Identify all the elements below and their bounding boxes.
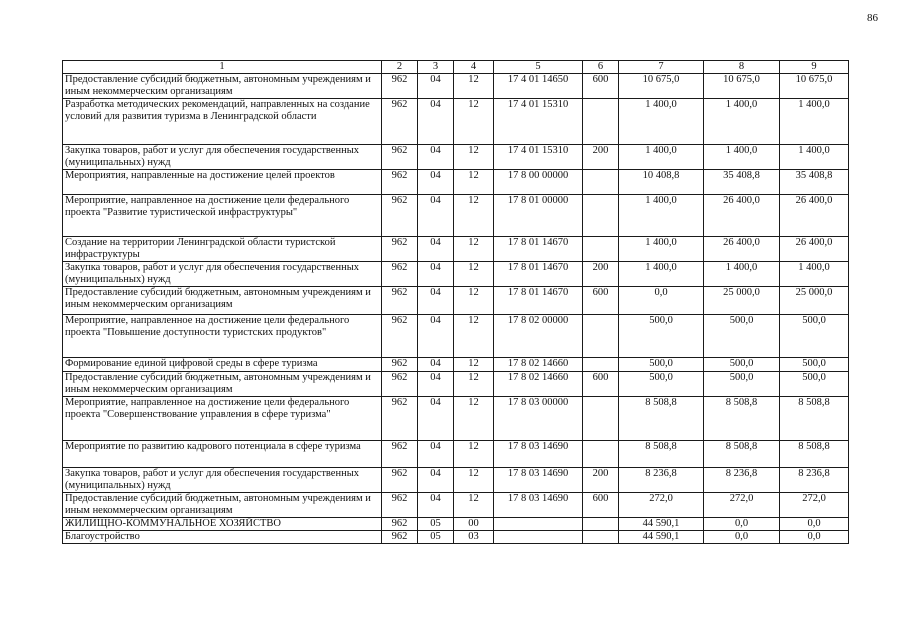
cell-amount-year3: 500,0 [780, 372, 849, 397]
cell-expense-type [583, 441, 619, 468]
table-row [63, 262, 849, 287]
cell-expense-type: 200 [583, 468, 619, 493]
cell-amount-year1: 10 408,8 [619, 170, 704, 195]
cell-expense-type [583, 518, 619, 531]
cell-amount-year2: 500,0 [704, 315, 780, 358]
cell-subsection: 12 [454, 397, 494, 441]
cell-amount-year2: 8 508,8 [704, 397, 780, 441]
cell-description: ЖИЛИЩНО-КОММУНАЛЬНОЕ ХОЗЯЙСТВО [63, 518, 382, 531]
cell-amount-year2: 26 400,0 [704, 195, 780, 237]
cell-ministry: 962 [382, 468, 418, 493]
cell-subsection: 12 [454, 195, 494, 237]
table-header-row [63, 61, 849, 74]
cell-subsection: 12 [454, 493, 494, 518]
cell-ministry: 962 [382, 74, 418, 99]
cell-subsection: 12 [454, 315, 494, 358]
table-row [63, 531, 849, 544]
cell-amount-year2: 10 675,0 [704, 74, 780, 99]
cell-target-article: 17 8 01 14670 [494, 287, 583, 315]
cell-subsection: 12 [454, 358, 494, 372]
cell-amount-year2: 0,0 [704, 531, 780, 544]
cell-ministry: 962 [382, 195, 418, 237]
table-row [63, 397, 849, 441]
cell-ministry: 962 [382, 372, 418, 397]
cell-amount-year2: 1 400,0 [704, 99, 780, 145]
cell-description: Мероприятие, направленное на достижение цели федерального проекта "Повышение доступности туристских продуктов" [63, 315, 382, 358]
cell-amount-year1: 500,0 [619, 358, 704, 372]
cell-section: 04 [418, 372, 454, 397]
cell-target-article: 17 8 01 14670 [494, 237, 583, 262]
cell-description: Предоставление субсидий бюджетным, автономным учреждениям и иным некоммерческим организациям [63, 372, 382, 397]
cell-target-article: 17 8 01 14670 [494, 262, 583, 287]
cell-amount-year3: 272,0 [780, 493, 849, 518]
cell-amount-year1: 8 508,8 [619, 441, 704, 468]
cell-target-article: 17 8 03 14690 [494, 493, 583, 518]
column-header: 1 [63, 61, 382, 74]
cell-amount-year3: 500,0 [780, 315, 849, 358]
cell-section: 04 [418, 441, 454, 468]
cell-subsection: 12 [454, 170, 494, 195]
cell-amount-year1: 1 400,0 [619, 195, 704, 237]
cell-ministry: 962 [382, 358, 418, 372]
cell-amount-year3: 500,0 [780, 358, 849, 372]
cell-amount-year2: 500,0 [704, 372, 780, 397]
table-row [63, 195, 849, 237]
cell-amount-year3: 8 236,8 [780, 468, 849, 493]
column-header: 7 [619, 61, 704, 74]
cell-ministry: 962 [382, 441, 418, 468]
cell-subsection: 03 [454, 531, 494, 544]
cell-description: Предоставление субсидий бюджетным, автономным учреждениям и иным некоммерческим организациям [63, 493, 382, 518]
cell-section: 04 [418, 468, 454, 493]
cell-description: Закупка товаров, работ и услуг для обеспечения государственных (муниципальных) нужд [63, 145, 382, 170]
cell-section: 05 [418, 531, 454, 544]
cell-ministry: 962 [382, 145, 418, 170]
cell-target-article: 17 8 03 14690 [494, 441, 583, 468]
column-header: 6 [583, 61, 619, 74]
cell-ministry: 962 [382, 315, 418, 358]
cell-section: 04 [418, 493, 454, 518]
table-row [63, 287, 849, 315]
cell-amount-year1: 0,0 [619, 287, 704, 315]
cell-description: Закупка товаров, работ и услуг для обеспечения государственных (муниципальных) нужд [63, 262, 382, 287]
cell-ministry: 962 [382, 170, 418, 195]
cell-target-article: 17 8 01 00000 [494, 195, 583, 237]
column-header: 8 [704, 61, 780, 74]
table-row [63, 358, 849, 372]
cell-subsection: 12 [454, 145, 494, 170]
cell-subsection: 12 [454, 372, 494, 397]
table-row [63, 441, 849, 468]
table-row [63, 518, 849, 531]
cell-expense-type [583, 531, 619, 544]
cell-amount-year3: 1 400,0 [780, 262, 849, 287]
table-row [63, 315, 849, 358]
cell-amount-year2: 26 400,0 [704, 237, 780, 262]
table-row [63, 468, 849, 493]
cell-amount-year3: 35 408,8 [780, 170, 849, 195]
cell-amount-year1: 500,0 [619, 372, 704, 397]
cell-expense-type: 600 [583, 287, 619, 315]
cell-description: Благоустройство [63, 531, 382, 544]
cell-section: 04 [418, 315, 454, 358]
cell-expense-type [583, 315, 619, 358]
cell-amount-year1: 8 508,8 [619, 397, 704, 441]
cell-target-article: 17 4 01 14650 [494, 74, 583, 99]
cell-ministry: 962 [382, 493, 418, 518]
cell-amount-year2: 1 400,0 [704, 262, 780, 287]
page-number: 86 [867, 12, 878, 24]
cell-ministry: 962 [382, 262, 418, 287]
cell-subsection: 12 [454, 441, 494, 468]
cell-subsection: 12 [454, 74, 494, 99]
cell-amount-year2: 8 508,8 [704, 441, 780, 468]
cell-section: 05 [418, 518, 454, 531]
cell-target-article: 17 8 03 14690 [494, 468, 583, 493]
cell-amount-year2: 1 400,0 [704, 145, 780, 170]
table-row [63, 145, 849, 170]
cell-expense-type: 600 [583, 372, 619, 397]
cell-expense-type: 200 [583, 262, 619, 287]
cell-amount-year1: 272,0 [619, 493, 704, 518]
cell-amount-year2: 272,0 [704, 493, 780, 518]
cell-section: 04 [418, 99, 454, 145]
column-header: 2 [382, 61, 418, 74]
cell-expense-type [583, 195, 619, 237]
cell-ministry: 962 [382, 518, 418, 531]
cell-amount-year1: 500,0 [619, 315, 704, 358]
column-header: 3 [418, 61, 454, 74]
table-row [63, 372, 849, 397]
cell-expense-type [583, 397, 619, 441]
cell-ministry: 962 [382, 237, 418, 262]
cell-description: Предоставление субсидий бюджетным, автономным учреждениям и иным некоммерческим организациям [63, 287, 382, 315]
column-header: 4 [454, 61, 494, 74]
cell-subsection: 12 [454, 237, 494, 262]
cell-subsection: 12 [454, 287, 494, 315]
cell-expense-type: 600 [583, 74, 619, 99]
cell-amount-year3: 0,0 [780, 531, 849, 544]
cell-amount-year3: 10 675,0 [780, 74, 849, 99]
cell-expense-type [583, 99, 619, 145]
cell-subsection: 12 [454, 468, 494, 493]
cell-section: 04 [418, 74, 454, 99]
cell-amount-year3: 25 000,0 [780, 287, 849, 315]
cell-section: 04 [418, 358, 454, 372]
cell-target-article: 17 4 01 15310 [494, 99, 583, 145]
cell-amount-year3: 1 400,0 [780, 145, 849, 170]
table-row [63, 493, 849, 518]
cell-target-article: 17 8 02 00000 [494, 315, 583, 358]
cell-section: 04 [418, 397, 454, 441]
cell-description: Мероприятие, направленное на достижение цели федерального проекта "Совершенствование управления в сфере туризма" [63, 397, 382, 441]
cell-amount-year1: 44 590,1 [619, 518, 704, 531]
cell-expense-type [583, 358, 619, 372]
cell-ministry: 962 [382, 531, 418, 544]
cell-amount-year1: 1 400,0 [619, 262, 704, 287]
cell-amount-year1: 1 400,0 [619, 145, 704, 170]
cell-amount-year1: 10 675,0 [619, 74, 704, 99]
cell-amount-year1: 1 400,0 [619, 237, 704, 262]
cell-target-article: 17 8 02 14660 [494, 372, 583, 397]
cell-target-article: 17 8 03 00000 [494, 397, 583, 441]
cell-ministry: 962 [382, 287, 418, 315]
cell-amount-year3: 8 508,8 [780, 441, 849, 468]
cell-description: Мероприятия, направленные на достижение целей проектов [63, 170, 382, 195]
cell-description: Формирование единой цифровой среды в сфере туризма [63, 358, 382, 372]
cell-expense-type [583, 170, 619, 195]
table-row [63, 74, 849, 99]
cell-amount-year2: 35 408,8 [704, 170, 780, 195]
cell-subsection: 12 [454, 262, 494, 287]
cell-expense-type: 200 [583, 145, 619, 170]
cell-amount-year3: 26 400,0 [780, 195, 849, 237]
cell-target-article: 17 8 02 14660 [494, 358, 583, 372]
cell-amount-year1: 8 236,8 [619, 468, 704, 493]
cell-amount-year2: 8 236,8 [704, 468, 780, 493]
cell-section: 04 [418, 287, 454, 315]
cell-section: 04 [418, 237, 454, 262]
cell-subsection: 12 [454, 99, 494, 145]
cell-section: 04 [418, 195, 454, 237]
cell-section: 04 [418, 170, 454, 195]
cell-target-article: 17 8 00 00000 [494, 170, 583, 195]
cell-description: Мероприятие по развитию кадрового потенциала в сфере туризма [63, 441, 382, 468]
column-header: 9 [780, 61, 849, 74]
cell-amount-year3: 8 508,8 [780, 397, 849, 441]
cell-section: 04 [418, 145, 454, 170]
cell-target-article [494, 531, 583, 544]
cell-amount-year2: 25 000,0 [704, 287, 780, 315]
cell-ministry: 962 [382, 397, 418, 441]
cell-amount-year2: 0,0 [704, 518, 780, 531]
cell-description: Предоставление субсидий бюджетным, автономным учреждениям и иным некоммерческим организациям [63, 74, 382, 99]
cell-section: 04 [418, 262, 454, 287]
column-header: 5 [494, 61, 583, 74]
cell-target-article [494, 518, 583, 531]
cell-amount-year3: 0,0 [780, 518, 849, 531]
cell-amount-year1: 1 400,0 [619, 99, 704, 145]
cell-target-article: 17 4 01 15310 [494, 145, 583, 170]
table-row [63, 99, 849, 145]
cell-expense-type [583, 237, 619, 262]
cell-amount-year3: 26 400,0 [780, 237, 849, 262]
cell-amount-year1: 44 590,1 [619, 531, 704, 544]
table-row [63, 237, 849, 262]
cell-description: Закупка товаров, работ и услуг для обеспечения государственных (муниципальных) нужд [63, 468, 382, 493]
table-row [63, 170, 849, 195]
cell-description: Разработка методических рекомендаций, направленных на создание условий для развития туризма в Ленинградской области [63, 99, 382, 145]
cell-subsection: 00 [454, 518, 494, 531]
cell-ministry: 962 [382, 99, 418, 145]
cell-expense-type: 600 [583, 493, 619, 518]
cell-description: Мероприятие, направленное на достижение цели федерального проекта "Развитие туристической инфраструктуры" [63, 195, 382, 237]
cell-amount-year2: 500,0 [704, 358, 780, 372]
cell-amount-year3: 1 400,0 [780, 99, 849, 145]
budget-table [62, 60, 849, 544]
cell-description: Создание на территории Ленинградской области туристской инфраструктуры [63, 237, 382, 262]
